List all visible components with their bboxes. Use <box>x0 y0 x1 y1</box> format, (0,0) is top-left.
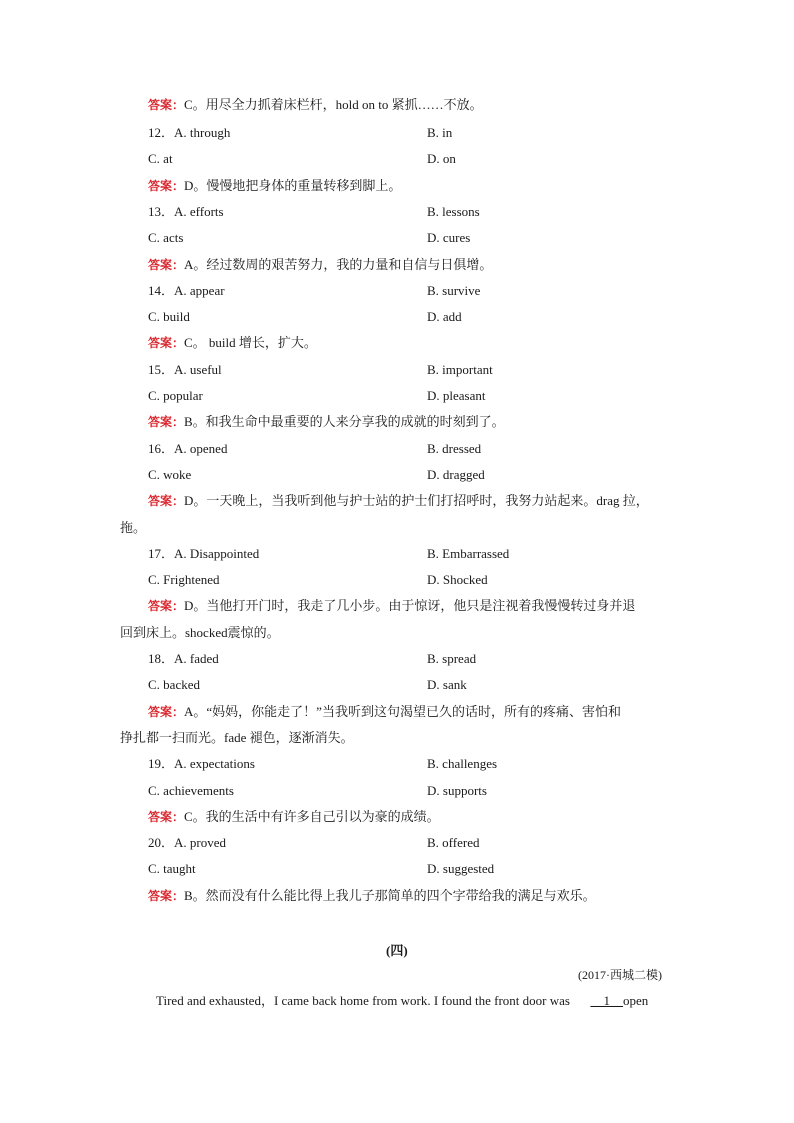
option-b: B. survive <box>427 282 481 298</box>
section-title: (四) <box>386 943 408 958</box>
answer-label: 答案： <box>148 336 185 351</box>
option-d: D. cures <box>427 230 471 246</box>
option-c: C. build <box>148 309 190 325</box>
answer-line <box>148 413 505 431</box>
option-d: D. supports <box>427 782 487 798</box>
answer-text: B。然而没有什么能比得上我儿子那简单的四个字带给我的满足与欢乐。 <box>184 887 596 903</box>
question-number: 13． <box>148 203 175 219</box>
option-b: B. lessons <box>427 203 480 219</box>
option-a: A. Disappointed <box>174 545 260 561</box>
answer-line <box>148 177 401 195</box>
answer-text: C。我的生活中有许多自己引以为豪的成绩。 <box>184 808 440 824</box>
option-b: B. spread <box>427 651 477 666</box>
option-c: C. popular <box>148 388 203 403</box>
answer-line <box>148 887 596 905</box>
passage-first-line <box>156 992 648 1010</box>
option-c: C. at <box>148 151 173 167</box>
question-number: 14． <box>148 282 175 298</box>
answer-text: 挣扎都一扫而光。fade 褪色，逐渐消失。 <box>120 729 354 745</box>
answer-label: 答案： <box>148 704 185 719</box>
answer-line <box>148 597 635 615</box>
question-number: 16． <box>148 440 175 456</box>
option-c: C. backed <box>148 677 200 693</box>
question-row <box>148 755 255 773</box>
answer-line <box>148 256 492 274</box>
answer-line <box>148 808 440 826</box>
answer-text: 拖。 <box>120 519 147 535</box>
answer-line <box>148 703 621 721</box>
option-b: B. dressed <box>427 440 482 456</box>
question-number: 15． <box>148 361 175 377</box>
answer-line-11 <box>148 96 483 114</box>
option-d: D. Shocked <box>427 572 488 588</box>
answer-text: D。慢慢地把身体的重量转移到脚上。 <box>184 177 402 193</box>
answer-text: D。一天晚上，当我听到他与护士站的护士们打招呼时，我努力站起来。drag 拉， <box>184 493 649 509</box>
option-a: A. expectations <box>174 756 255 772</box>
option-a: A. opened <box>174 440 228 456</box>
answer-label: 答案： <box>148 415 185 430</box>
option-b: B. in <box>427 125 453 140</box>
option-a: A. faded <box>174 651 219 666</box>
option-b: B. important <box>427 361 493 377</box>
question-number: 17． <box>148 545 175 561</box>
answer-label: 答案： <box>148 888 185 903</box>
passage-text: Tired and exhausted，I came back home from work. I found the front door was <box>156 993 570 1008</box>
answer-label: 答案： <box>148 257 185 272</box>
question-row <box>148 545 259 563</box>
option-c: C. Frightened <box>148 572 220 588</box>
option-d: D. pleasant <box>427 388 486 403</box>
option-a: A. proved <box>174 835 227 851</box>
answer-text: A。经过数周的艰苦努力，我的力量和自信与日俱增。 <box>184 256 493 272</box>
answer-label: 答案： <box>148 494 185 509</box>
answer-text: A。“妈妈，你能走了！”当我听到这句渴望已久的话时，所有的疼痛、害怕和 <box>184 703 621 719</box>
option-a: A. useful <box>174 361 222 377</box>
answer-line <box>148 334 317 352</box>
answer-label: 答案： <box>148 809 185 824</box>
option-c: C. achievements <box>148 782 234 798</box>
answer-label: 答案： <box>148 98 185 112</box>
option-c: C. woke <box>148 466 192 482</box>
option-a: A. appear <box>174 282 225 298</box>
option-b: B. Embarrassed <box>427 545 510 561</box>
option-d: D. suggested <box>427 861 495 877</box>
option-c: C. taught <box>148 861 196 877</box>
question-row <box>148 650 219 668</box>
question-number: 19． <box>148 756 175 772</box>
option-d: D. add <box>427 309 462 325</box>
option-a: A. through <box>174 125 231 140</box>
question-row <box>148 361 222 379</box>
blank-1: __1__ <box>590 993 623 1008</box>
question-row <box>148 282 225 300</box>
option-a: A. efforts <box>174 203 224 219</box>
question-row <box>148 203 224 221</box>
answer-line <box>120 519 146 537</box>
answer-text: D。当他打开门时，我走了几小步。由于惊讶，他只是注视着我慢慢转过身并退 <box>184 598 636 614</box>
answer-label: 答案： <box>148 178 185 193</box>
option-d: D. on <box>427 151 456 167</box>
answer-text: C。用尽全力抓着床栏杆，hold on to 紧抓……不放。 <box>184 97 483 112</box>
question-number: 12． <box>148 125 175 140</box>
option-c: C. acts <box>148 230 184 246</box>
answer-line <box>120 729 354 747</box>
question-row <box>148 124 230 142</box>
question-number: 20． <box>148 835 175 851</box>
question-row <box>148 440 227 458</box>
option-b: B. offered <box>427 835 480 851</box>
question-number: 18． <box>148 651 175 666</box>
option-d: D. dragged <box>427 466 485 482</box>
answer-line <box>120 624 280 642</box>
option-b: B. challenges <box>427 756 498 772</box>
answer-text: C。 build 增长，扩大。 <box>184 335 317 351</box>
answer-line <box>148 492 649 510</box>
answer-text: 回到床上。shocked震惊的。 <box>120 624 280 640</box>
section-source: (2017·西城二模) <box>578 968 662 982</box>
option-d: D. sank <box>427 677 467 693</box>
passage-text-end: open <box>622 993 649 1008</box>
answer-text: B。和我生命中最重要的人来分享我的成就的时刻到了。 <box>184 414 505 430</box>
answer-label: 答案： <box>148 599 185 614</box>
question-row <box>148 834 226 852</box>
